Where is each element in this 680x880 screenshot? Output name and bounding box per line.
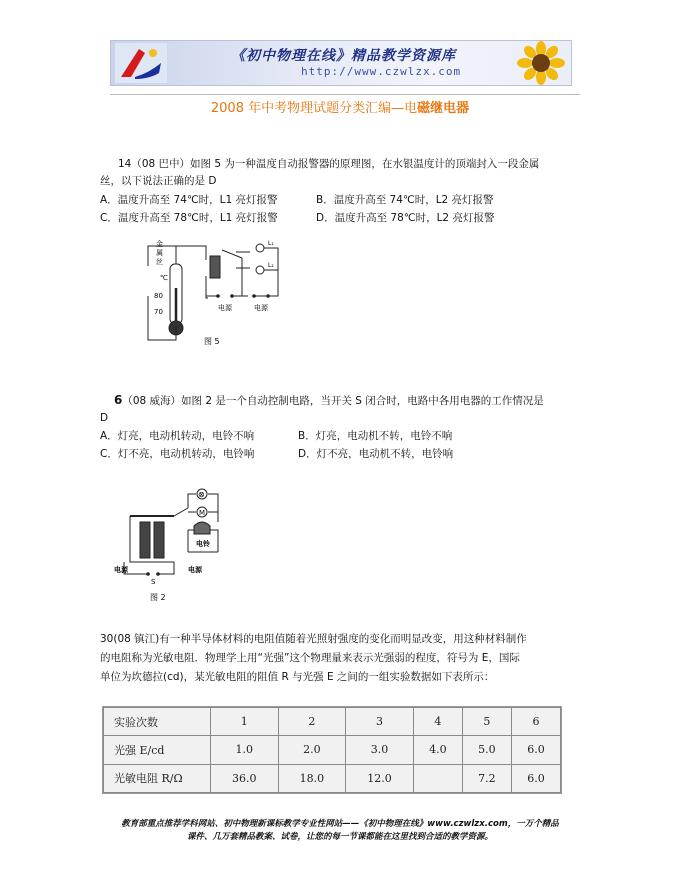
fig5-tick-70: 70 [154,308,163,316]
table-cell: 7.2 [462,764,511,792]
q30-line3: 单位为坎德拉(cd)，某光敏电阻的阻值 R 与光强 E 之间的一组实验数据如下表所示： [100,671,495,683]
title-prefix: 2008 年中考物理试题分类汇编 [210,101,392,116]
q14-option-b: B．温度升高至 74℃时，L2 亮灯报警 [316,194,494,206]
fig2-caption: 图 2 [150,593,166,602]
table-cell: 实验次数 [104,708,211,736]
table-row [104,736,561,764]
q30-line1: 30(08 镇江)有一种半导体材料的电阻值随着光照射强度的变化而明显改变，用这种材料制作 [100,633,527,645]
fig5-metal-label-3: 丝 [156,258,163,266]
table-cell: 3.0 [346,736,414,764]
table-cell: 36.0 [211,764,279,792]
fig5-caption: 图 5 [204,337,220,346]
table-cell [413,764,462,792]
table-cell: 5.0 [462,736,511,764]
table-row [104,764,561,792]
fig2-lamp-icon: ⊗ [198,490,205,499]
title-bold: 磁继电器 [417,101,470,116]
q6-line1 [114,392,544,410]
q14-line2: 丝，以下说法正确的是 D [100,175,217,187]
table-cell: 光强 E/cd [104,736,211,764]
table-cell: 2.0 [278,736,346,764]
table-cell: 3 [346,708,414,736]
q30-line2: 的电阻称为光敏电阻．物理学上用“光强”这个物理量来表示光强弱的程度，符号为 E，国际 [100,652,520,664]
table-cell: 4.0 [413,736,462,764]
q6-text: （08 威海）如图 2 是一个自动控制电路，当开关 S 闭合时，电路中各用电器的工作情况是 [122,395,544,407]
table-cell: 18.0 [278,764,346,792]
fig2-power-left: 电源 [114,566,128,574]
table-cell: 1.0 [211,736,279,764]
sunflower-icon [515,41,567,85]
table-cell: 6 [511,708,560,736]
banner-url: http://www.czwlzx.com [301,65,462,78]
table-cell: 12.0 [346,764,414,792]
q6-option-a: A．灯亮，电动机转动，电铃不响 [100,430,255,442]
header-divider [110,94,580,95]
fig2-bell-label: 电铃 [196,540,210,548]
fig5-metal-label-1: 金 [156,240,163,248]
site-logo-icon [115,43,167,83]
q6-option-b: B．灯亮，电动机不转，电铃不响 [298,430,453,442]
table-cell: 2 [278,708,346,736]
table-row [104,708,561,736]
table-cell: 4 [413,708,462,736]
figure-2-diagram [114,482,226,604]
fig5-unit-label: ℃ [160,274,168,282]
q14-option-d: D．温度升高至 78℃时，L2 亮灯报警 [316,212,495,224]
fig5-lamp-l2: L₂ [268,262,274,269]
table-cell: 光敏电阻 R/Ω [104,764,211,792]
q6-number: 6 [114,393,123,407]
table-cell: 1 [211,708,279,736]
fig5-lamp-l1: L₁ [268,240,274,247]
q14-option-c: C．温度升高至 78℃时，L1 亮灯报警 [100,212,278,224]
fig2-power-right: 电源 [188,566,202,574]
table-cell: 6.0 [511,764,560,792]
banner-title: 《初中物理在线》精品教学资源库 [231,48,456,64]
q14-option-a: A．温度升高至 74℃时，L1 亮灯报警 [100,194,278,206]
fig5-tick-80: 80 [154,292,163,300]
header-banner [110,40,572,86]
fig5-power-2: 电源 [254,304,268,312]
q14-line1: 14（08 巴中）如图 5 为一种温度自动报警器的原理图，在水银温度计的顶端封入一段金属 [118,158,540,170]
data-table [102,706,562,794]
fig5-metal-label-2: 属 [156,249,163,257]
fig2-switch-label: S [151,578,156,586]
fig5-power-1: 电源 [218,304,232,312]
q6-option-d: D．灯不亮，电动机不转，电铃响 [298,448,454,460]
footer-line1: 教育部重点推荐学科网站、初中物理新课标教学专业性网站——《初中物理在线》www.czwlzx.com，一万个精品 [121,819,559,829]
q6-option-c: C．灯不亮，电动机转动，电铃响 [100,448,255,460]
table-cell: 5 [462,708,511,736]
fig2-motor-label: M [199,509,206,517]
page-footer [0,818,680,844]
page-title [0,97,680,116]
figure-5-diagram [118,236,290,348]
table-cell: 6.0 [511,736,560,764]
title-dash: —电 [391,101,418,116]
q6-line2: D [100,412,109,424]
footer-line2: 课件、几万套精品教案、试卷，让您的每一节课都能在这里找到合适的教学资源。 [186,832,493,842]
